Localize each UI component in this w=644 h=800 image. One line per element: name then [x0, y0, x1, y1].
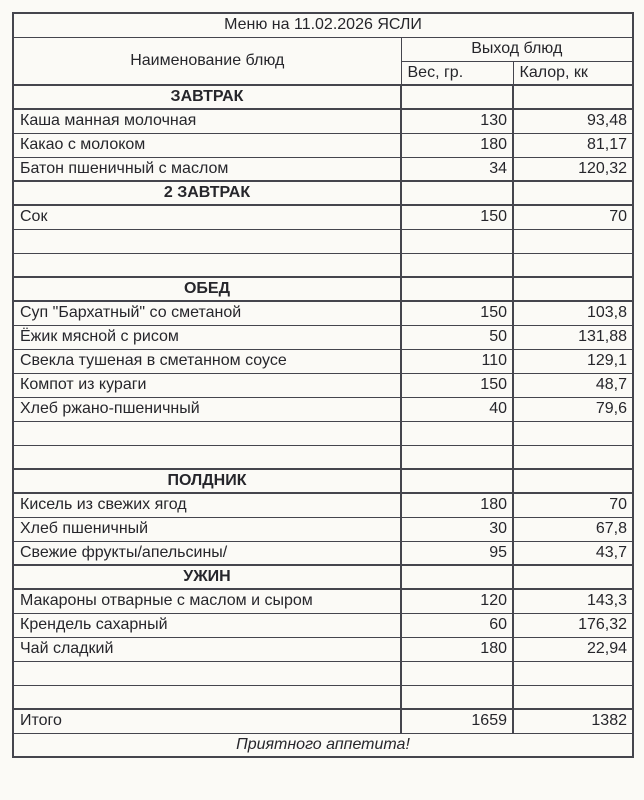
- weight-value: 180: [401, 637, 513, 661]
- weight-value: 150: [401, 205, 513, 229]
- page-title: Меню на 11.02.2026 ЯСЛИ: [13, 13, 633, 37]
- empty-calories-cell: [513, 277, 633, 301]
- empty-row: [13, 445, 633, 469]
- empty-weight-cell: [401, 277, 513, 301]
- calories-value: 67,8: [513, 517, 633, 541]
- empty-name-cell: [13, 421, 401, 445]
- calories-value: 143,3: [513, 589, 633, 613]
- empty-weight-cell: [401, 661, 513, 685]
- dish-name: Батон пшеничный с маслом: [13, 157, 401, 181]
- weight-value: 130: [401, 109, 513, 133]
- column-header-calories: Калор, кк: [513, 61, 633, 85]
- dish-name: Хлеб ржано-пшеничный: [13, 397, 401, 421]
- section-title: ЗАВТРАК: [13, 85, 401, 109]
- empty-weight-cell: [401, 685, 513, 709]
- weight-value: 40: [401, 397, 513, 421]
- weight-value: 95: [401, 541, 513, 565]
- dish-row: [13, 157, 633, 181]
- empty-weight-cell: [401, 85, 513, 109]
- dish-name: Свежие фрукты/апельсины/: [13, 541, 401, 565]
- section-row: [13, 85, 633, 109]
- column-header-output-group: Выход блюд: [401, 37, 633, 61]
- calories-value: 43,7: [513, 541, 633, 565]
- calories-value: 70: [513, 205, 633, 229]
- dish-row: [13, 589, 633, 613]
- dish-row: [13, 349, 633, 373]
- dish-row: [13, 325, 633, 349]
- weight-value: 150: [401, 373, 513, 397]
- bon-appetit-note: Приятного аппетита!: [13, 733, 633, 757]
- dish-row: [13, 373, 633, 397]
- footer-row: [13, 733, 633, 757]
- empty-weight-cell: [401, 181, 513, 205]
- total-label: Итого: [13, 709, 401, 733]
- section-title: ПОЛДНИК: [13, 469, 401, 493]
- dish-row: [13, 301, 633, 325]
- total-calories-value: 1382: [513, 709, 633, 733]
- dish-name: Свекла тушеная в сметанном соусе: [13, 349, 401, 373]
- weight-value: 50: [401, 325, 513, 349]
- dish-name: Суп "Бархатный" со сметаной: [13, 301, 401, 325]
- empty-weight-cell: [401, 421, 513, 445]
- section-row: [13, 469, 633, 493]
- calories-value: 81,17: [513, 133, 633, 157]
- empty-weight-cell: [401, 469, 513, 493]
- calories-value: 120,32: [513, 157, 633, 181]
- column-header-dish-name: Наименование блюд: [13, 37, 401, 85]
- dish-name: Крендель сахарный: [13, 613, 401, 637]
- dish-row: [13, 517, 633, 541]
- empty-calories-cell: [513, 445, 633, 469]
- section-row: [13, 565, 633, 589]
- empty-calories-cell: [513, 565, 633, 589]
- menu-table-header: [13, 13, 633, 85]
- empty-weight-cell: [401, 565, 513, 589]
- dish-name: Каша манная молочная: [13, 109, 401, 133]
- empty-weight-cell: [401, 253, 513, 277]
- section-title: УЖИН: [13, 565, 401, 589]
- empty-calories-cell: [513, 685, 633, 709]
- section-row: [13, 277, 633, 301]
- total-weight-value: 1659: [401, 709, 513, 733]
- empty-weight-cell: [401, 229, 513, 253]
- calories-value: 93,48: [513, 109, 633, 133]
- dish-row: [13, 541, 633, 565]
- weight-value: 180: [401, 133, 513, 157]
- calories-value: 131,88: [513, 325, 633, 349]
- empty-row: [13, 661, 633, 685]
- menu-table-body: [13, 85, 633, 733]
- column-header-weight: Вес, гр.: [401, 61, 513, 85]
- dish-row: [13, 493, 633, 517]
- empty-calories-cell: [513, 253, 633, 277]
- empty-name-cell: [13, 229, 401, 253]
- dish-name: Кисель из свежих ягод: [13, 493, 401, 517]
- header-row-group: [13, 37, 633, 61]
- menu-table-footer: [13, 733, 633, 757]
- dish-row: [13, 397, 633, 421]
- calories-value: 79,6: [513, 397, 633, 421]
- total-row: [13, 709, 633, 733]
- empty-calories-cell: [513, 229, 633, 253]
- weight-value: 34: [401, 157, 513, 181]
- weight-value: 150: [401, 301, 513, 325]
- section-row: [13, 181, 633, 205]
- empty-row: [13, 229, 633, 253]
- dish-name: Хлеб пшеничный: [13, 517, 401, 541]
- dish-row: [13, 109, 633, 133]
- dish-name: Компот из кураги: [13, 373, 401, 397]
- empty-row: [13, 421, 633, 445]
- dish-name: Сок: [13, 205, 401, 229]
- menu-table: [12, 12, 634, 758]
- empty-name-cell: [13, 685, 401, 709]
- empty-weight-cell: [401, 445, 513, 469]
- empty-row: [13, 253, 633, 277]
- calories-value: 129,1: [513, 349, 633, 373]
- empty-name-cell: [13, 445, 401, 469]
- empty-calories-cell: [513, 661, 633, 685]
- weight-value: 30: [401, 517, 513, 541]
- dish-name: Ёжик мясной с рисом: [13, 325, 401, 349]
- section-title: ОБЕД: [13, 277, 401, 301]
- calories-value: 103,8: [513, 301, 633, 325]
- empty-name-cell: [13, 661, 401, 685]
- calories-value: 176,32: [513, 613, 633, 637]
- dish-name: Макароны отварные с маслом и сыром: [13, 589, 401, 613]
- dish-row: [13, 637, 633, 661]
- empty-calories-cell: [513, 181, 633, 205]
- empty-row: [13, 685, 633, 709]
- calories-value: 48,7: [513, 373, 633, 397]
- weight-value: 120: [401, 589, 513, 613]
- weight-value: 110: [401, 349, 513, 373]
- title-row: [13, 13, 633, 37]
- dish-row: [13, 133, 633, 157]
- dish-row: [13, 613, 633, 637]
- empty-name-cell: [13, 253, 401, 277]
- dish-row: [13, 205, 633, 229]
- section-title: 2 ЗАВТРАК: [13, 181, 401, 205]
- weight-value: 180: [401, 493, 513, 517]
- empty-calories-cell: [513, 469, 633, 493]
- dish-name: Какао с молоком: [13, 133, 401, 157]
- calories-value: 22,94: [513, 637, 633, 661]
- empty-calories-cell: [513, 85, 633, 109]
- dish-name: Чай сладкий: [13, 637, 401, 661]
- calories-value: 70: [513, 493, 633, 517]
- weight-value: 60: [401, 613, 513, 637]
- empty-calories-cell: [513, 421, 633, 445]
